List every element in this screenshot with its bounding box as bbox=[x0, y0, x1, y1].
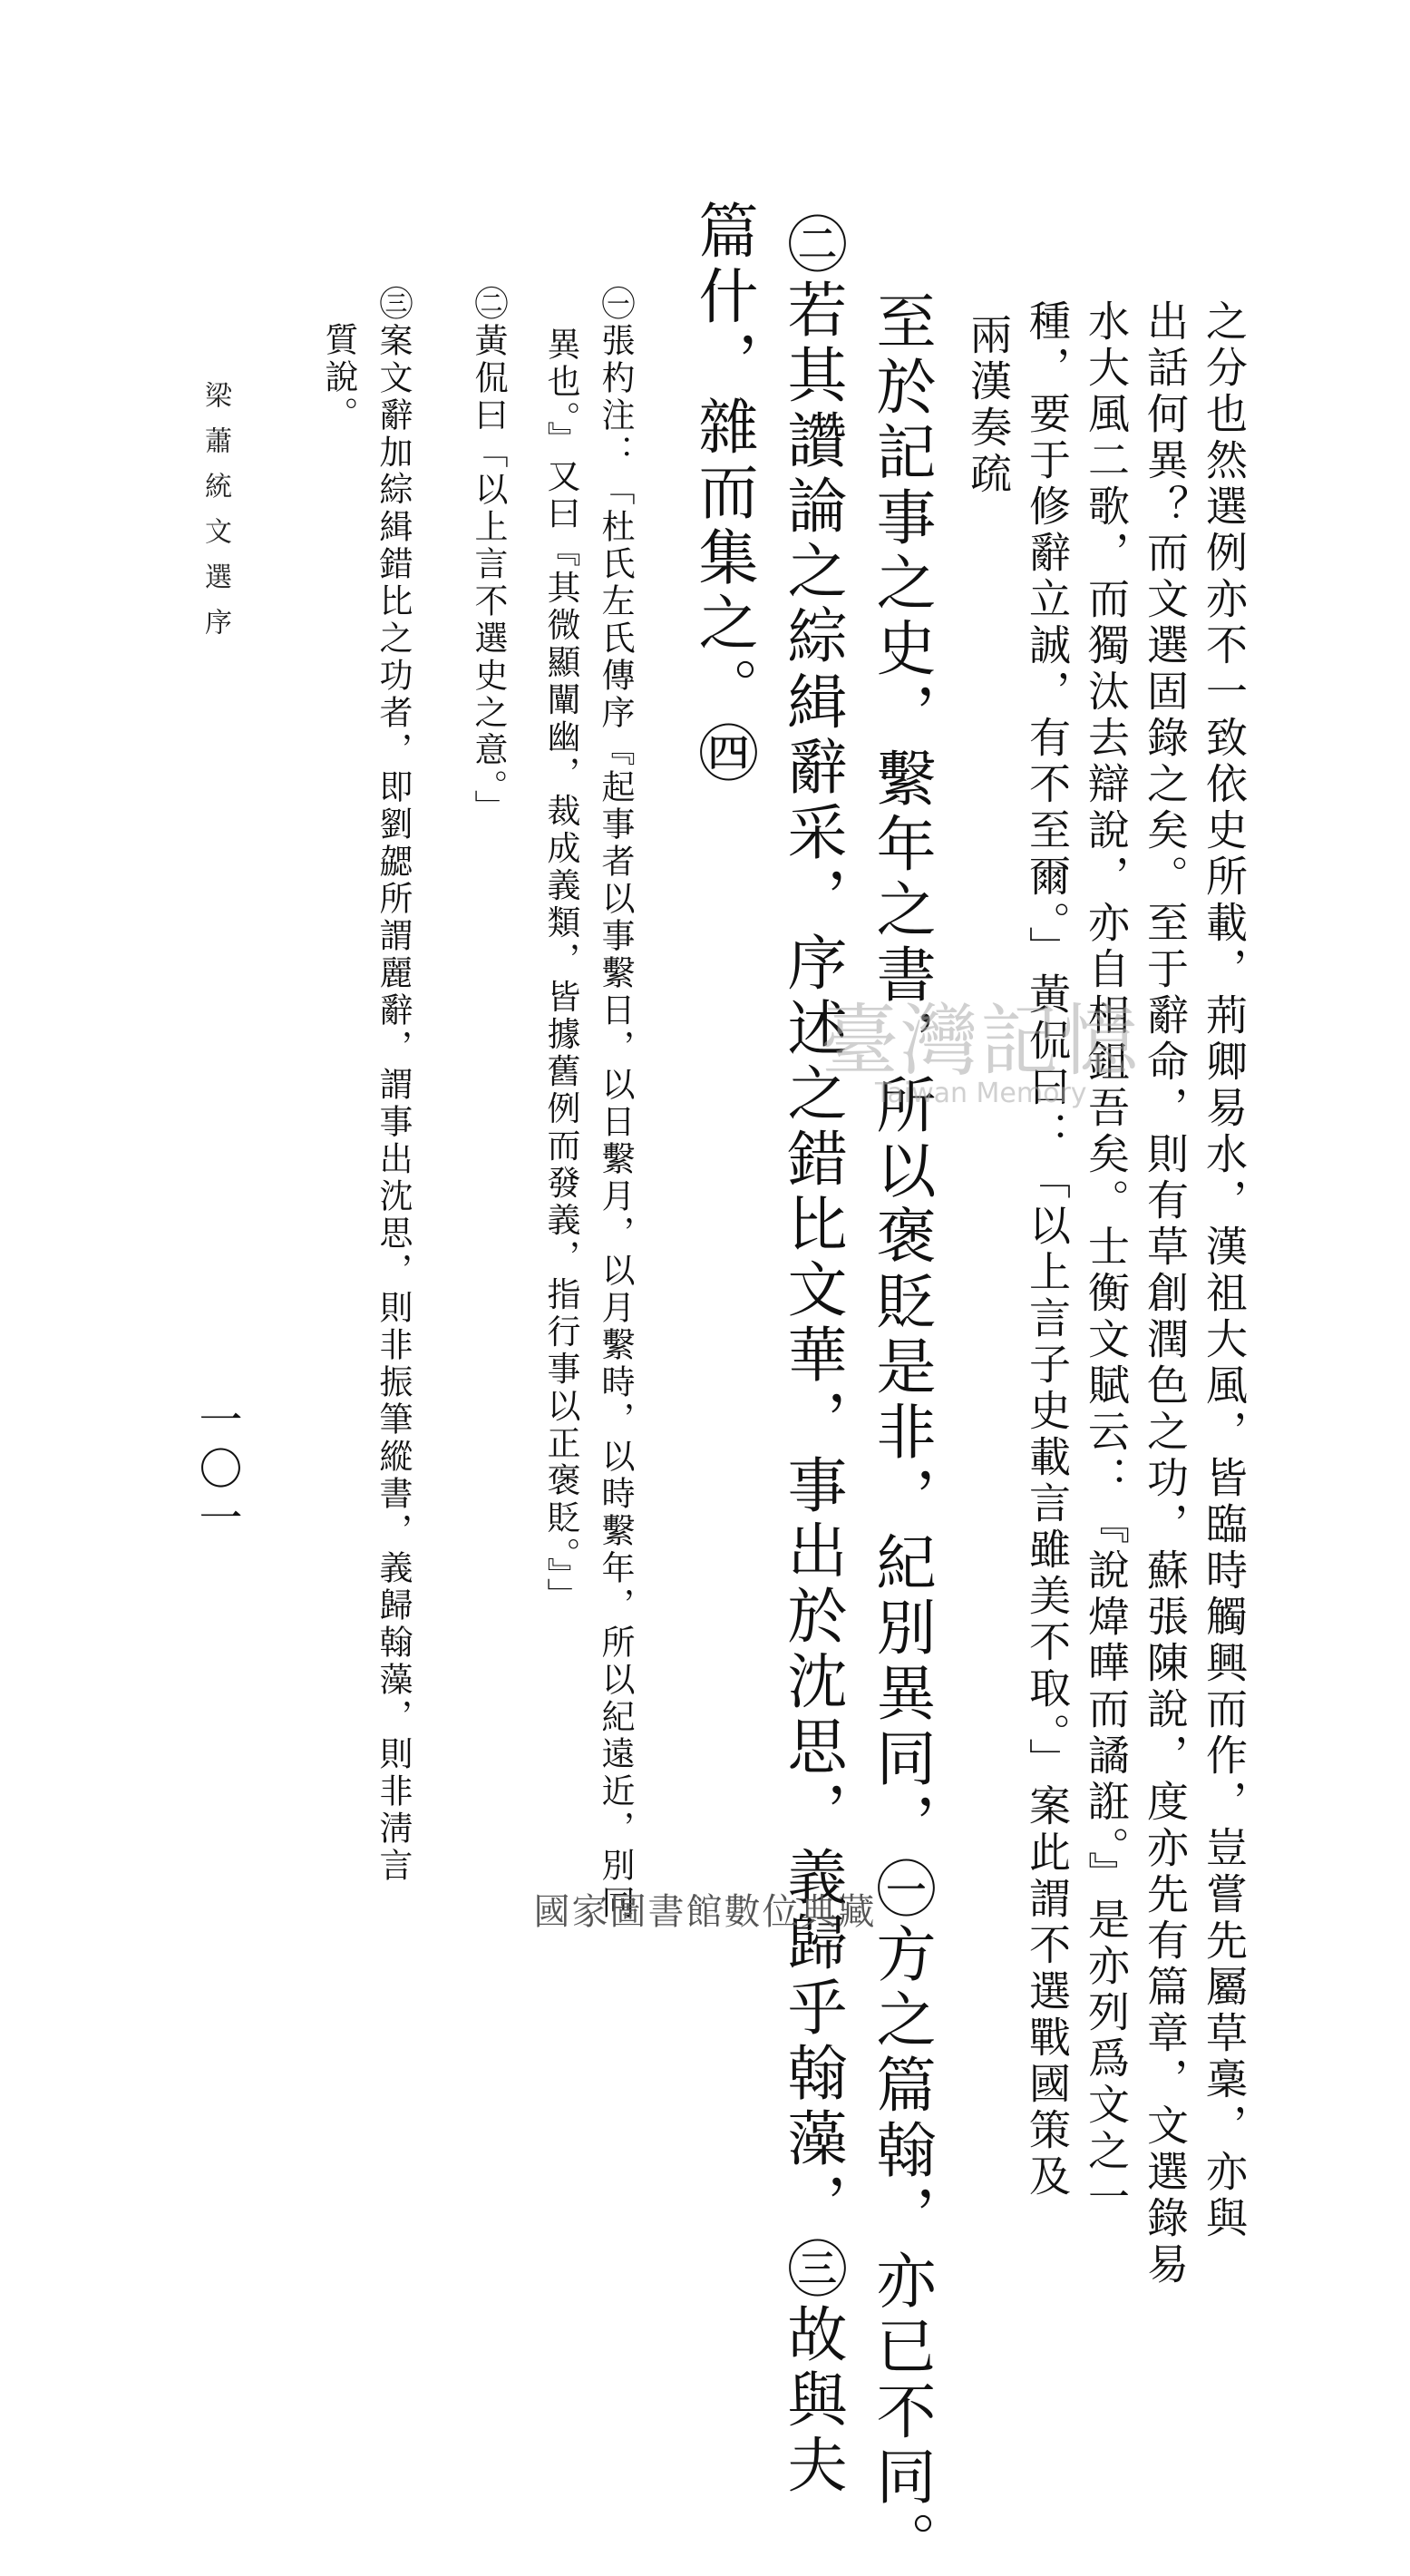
text-column-8: 篇什，雜而集之。㊃ bbox=[688, 200, 758, 787]
text-column-7: ㊁若其讚論之綜緝辭采，序述之錯比文華，事出於沈思，義歸乎翰藻，㊂故與夫 bbox=[777, 213, 847, 2499]
note-column-2: 異也。』又曰『其微顯闡幽，裁成義類，皆據舊例而發義，指行事以正褒貶。』」 bbox=[541, 327, 580, 1615]
text-column-6: 至於記事之史，繫年之書，所以褒貶是非，紀別異同，㊀方之篇翰，亦已不同。 bbox=[866, 290, 936, 2576]
running-title: 梁蕭統文選序 bbox=[199, 381, 231, 653]
note-column-3: ㊁黃侃曰「以上言不選史之意。」 bbox=[469, 286, 508, 827]
note-column-1: ㊀張杓注：「杜氏左氏傳序『起事者以事繫日，以日繫月，以月繫時，以時繫年，所以紀遠近，別同 bbox=[596, 286, 635, 1922]
note-column-5: 質說。 bbox=[319, 322, 358, 434]
text-column-3: 水大風二歌，而獨汰去辯說，亦自相鉏吾矣。士衡文賦云：『說煒曄而譎誑。』是亦列爲文之一 bbox=[1082, 299, 1131, 2221]
watermark bbox=[821, 978, 1140, 1114]
watermark-english: Taiwan Memory bbox=[875, 1078, 1087, 1109]
text-column-2: 出話何異？而文選固錄之矣。至于辭命，則有草創潤色之功，蘇張陳說，度亦先有篇章，文選錄易 bbox=[1141, 299, 1190, 2288]
page-number: 一〇一 bbox=[191, 1397, 242, 1544]
text-column-1: 之分也然選例亦不一致依史所載，荊卿易水，漢祖大風，皆臨時觸興而作，豈嘗先屬草稾，亦與 bbox=[1200, 299, 1249, 2242]
text-column-4: 種，要于修辭立誠，有不至爾。」黃侃曰：「以上言子史載言雖美不取。」案此謂不選戰國策及 bbox=[1023, 299, 1072, 2200]
watermark-chinese: 臺灣記憶 bbox=[821, 996, 1140, 1087]
note-column-4: ㊂案文辭加綜緝錯比之功者，即劉勰所謂麗辭，謂事出沈思，則非振筆縱書，義歸翰藻，則非淸言 bbox=[374, 286, 413, 1885]
text-column-5: 兩漢奏疏 bbox=[964, 313, 1013, 498]
footer-caption: 國家圖書館數位典藏 bbox=[533, 1891, 877, 1933]
